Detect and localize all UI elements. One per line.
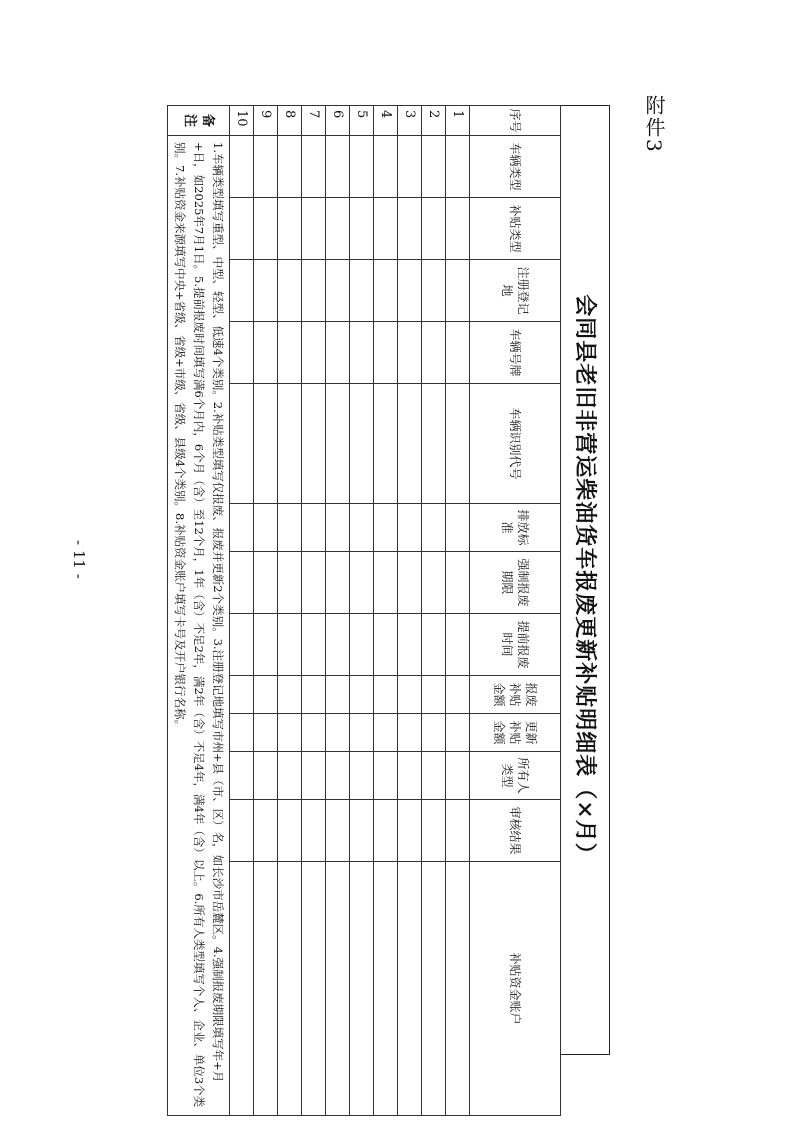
table-cell (278, 322, 302, 384)
table-cell (254, 862, 278, 1116)
table-cell (302, 384, 326, 504)
col-header-subsidy-type: 补贴类型 (470, 198, 561, 260)
table-cell (422, 800, 446, 862)
row-index: 3 (398, 106, 422, 136)
table-cell (446, 260, 470, 322)
table-cell (254, 504, 278, 552)
table-cell (374, 504, 398, 552)
table-cell (374, 384, 398, 504)
attachment-label: 附件3 (642, 95, 666, 154)
rotated-table-frame (160, 105, 610, 1108)
table-title: 会同县老旧非营运柴油货车报废更新补贴明细表（×月） (561, 105, 610, 1055)
table-cell (278, 614, 302, 676)
table-cell (422, 198, 446, 260)
table-cell (278, 136, 302, 198)
table-cell (326, 752, 350, 800)
table-cell (374, 322, 398, 384)
table-cell (254, 260, 278, 322)
table-cell (398, 752, 422, 800)
table-cell (302, 752, 326, 800)
table-row (350, 106, 374, 1116)
table-cell (254, 676, 278, 714)
col-header-early-scrap: 提前报废时间 (470, 614, 561, 676)
table-cell (326, 676, 350, 714)
table-cell (446, 198, 470, 260)
table-cell (326, 552, 350, 614)
col-header-owner-type: 所有人类型 (470, 752, 561, 800)
row-index: 2 (422, 106, 446, 136)
table-cell (398, 384, 422, 504)
table-cell (230, 384, 254, 504)
col-header-account: 补贴资金账户 (470, 862, 561, 1116)
table-cell (326, 714, 350, 752)
subsidy-detail-table (167, 105, 561, 1116)
header-row (470, 106, 561, 1116)
table-cell (254, 552, 278, 614)
table-cell (422, 676, 446, 714)
table-cell (278, 714, 302, 752)
table-cell (326, 384, 350, 504)
table-cell (278, 862, 302, 1116)
col-header-emission: 排放标准 (470, 504, 561, 552)
table-cell (350, 552, 374, 614)
col-header-mandatory-scrap: 强制报废期限 (470, 552, 561, 614)
table-cell (302, 504, 326, 552)
table-cell (278, 676, 302, 714)
table-cell (374, 614, 398, 676)
row-index: 5 (350, 106, 374, 136)
table-cell (374, 800, 398, 862)
table-cell (302, 260, 326, 322)
col-header-vin: 车辆识别代号 (470, 384, 561, 504)
table-cell (278, 752, 302, 800)
page-number: - 11 - (70, 540, 88, 579)
table-cell (398, 676, 422, 714)
table-cell (302, 862, 326, 1116)
row-index: 7 (302, 106, 326, 136)
col-header-scrap-amount: 报废补贴金额 (470, 676, 561, 714)
table-row (446, 106, 470, 1116)
table-cell (398, 260, 422, 322)
table-cell (350, 198, 374, 260)
table-cell (230, 504, 254, 552)
table-cell (350, 384, 374, 504)
table-cell (374, 676, 398, 714)
table-cell (398, 714, 422, 752)
table-cell (374, 862, 398, 1116)
table-cell (230, 322, 254, 384)
table-cell (422, 384, 446, 504)
table-cell (350, 800, 374, 862)
table-cell (230, 614, 254, 676)
table-cell (278, 198, 302, 260)
col-header-plate: 车辆号牌 (470, 322, 561, 384)
table-row (398, 106, 422, 1116)
table-cell (398, 552, 422, 614)
table-cell (302, 714, 326, 752)
table-cell (422, 136, 446, 198)
table-row (254, 106, 278, 1116)
row-index: 10 (230, 106, 254, 136)
row-index: 6 (326, 106, 350, 136)
table-row (326, 106, 350, 1116)
table-cell (422, 552, 446, 614)
table-cell (350, 676, 374, 714)
table-cell (446, 504, 470, 552)
table-cell (374, 198, 398, 260)
table-cell (350, 322, 374, 384)
col-header-vehicle-type: 车辆类型 (470, 136, 561, 198)
table-cell (326, 322, 350, 384)
table-row (278, 106, 302, 1116)
table-row (302, 106, 326, 1116)
table-cell (230, 752, 254, 800)
table-cell (446, 800, 470, 862)
table-row (230, 106, 254, 1116)
table-cell (302, 198, 326, 260)
table-cell (302, 136, 326, 198)
table-cell (230, 862, 254, 1116)
table-cell (446, 714, 470, 752)
table-cell (230, 676, 254, 714)
table-cell (326, 198, 350, 260)
table-cell (278, 260, 302, 322)
table-cell (422, 862, 446, 1116)
table-cell (230, 136, 254, 198)
table-cell (326, 504, 350, 552)
table-cell (398, 800, 422, 862)
table-cell (254, 198, 278, 260)
table-cell (398, 322, 422, 384)
table-cell (374, 136, 398, 198)
table-cell (230, 800, 254, 862)
table-cell (374, 260, 398, 322)
table-cell (326, 614, 350, 676)
table-cell (254, 136, 278, 198)
table-cell (230, 714, 254, 752)
table-cell (422, 322, 446, 384)
row-index: 1 (446, 106, 470, 136)
table-cell (350, 614, 374, 676)
table-cell (278, 504, 302, 552)
table-cell (422, 260, 446, 322)
table-cell (230, 552, 254, 614)
col-header-registration-place: 注册登记地 (470, 260, 561, 322)
notes-row (168, 106, 230, 1116)
table-cell (230, 198, 254, 260)
table-cell (254, 752, 278, 800)
col-header-review: 审核结果 (470, 800, 561, 862)
table-cell (398, 862, 422, 1116)
table-cell (446, 752, 470, 800)
table-cell (326, 260, 350, 322)
notes-text: 1.车辆类型填写重型、中型、轻型、低速4个类别。2.补贴类型填写仅报废、报废并更新2个类别。3.注册登记地填写市州+县（市、区）名，如长沙市岳麓区。4.强制报废期限填写年+月+日，如2025年7月1日。5.提前报废时间填写满6个月内，6个月（含）至12个月，1年（含）不足2年，满2年（含）不足4年，满4年（含）以上。6.所有人类型填写个人、企业、单位3个类别。7.补贴资金来源填写中央+省级、省级+市级、省级、县级4个类别。8.补贴资金账户填写卡号及开户银行名称。 (168, 136, 230, 1116)
notes-label: 备注 (168, 106, 230, 136)
table-cell (350, 260, 374, 322)
table-cell (302, 800, 326, 862)
table-cell (374, 714, 398, 752)
table-cell (350, 752, 374, 800)
table-cell (446, 862, 470, 1116)
table-cell (278, 384, 302, 504)
table-cell (302, 322, 326, 384)
table-cell (254, 322, 278, 384)
table-row (422, 106, 446, 1116)
table-cell (254, 614, 278, 676)
col-header-seq: 序号 (470, 106, 561, 136)
table-cell (398, 614, 422, 676)
table-cell (374, 552, 398, 614)
table-cell (398, 198, 422, 260)
table-cell (398, 136, 422, 198)
table-cell (302, 614, 326, 676)
table-cell (422, 614, 446, 676)
table-row (374, 106, 398, 1116)
table-cell (350, 136, 374, 198)
table-cell (446, 552, 470, 614)
table-cell (422, 504, 446, 552)
table-cell (230, 260, 254, 322)
row-index: 4 (374, 106, 398, 136)
table-cell (446, 322, 470, 384)
table-cell (446, 614, 470, 676)
table-cell (254, 800, 278, 862)
table-cell (302, 552, 326, 614)
row-index: 8 (278, 106, 302, 136)
table-cell (302, 676, 326, 714)
table-cell (446, 676, 470, 714)
table-cell (278, 800, 302, 862)
row-index: 9 (254, 106, 278, 136)
table-cell (422, 752, 446, 800)
table-cell (374, 752, 398, 800)
table-cell (398, 504, 422, 552)
subsidy-table-sheet (160, 105, 610, 1108)
table-cell (326, 800, 350, 862)
table-cell (350, 862, 374, 1116)
table-cell (350, 714, 374, 752)
table-body (230, 106, 470, 1116)
table-cell (278, 552, 302, 614)
table-cell (254, 384, 278, 504)
table-cell (350, 504, 374, 552)
col-header-renewal-amount: 更新补贴金额 (470, 714, 561, 752)
table-cell (254, 714, 278, 752)
table-cell (326, 862, 350, 1116)
table-cell (446, 136, 470, 198)
table-cell (422, 714, 446, 752)
table-cell (446, 384, 470, 504)
table-cell (326, 136, 350, 198)
